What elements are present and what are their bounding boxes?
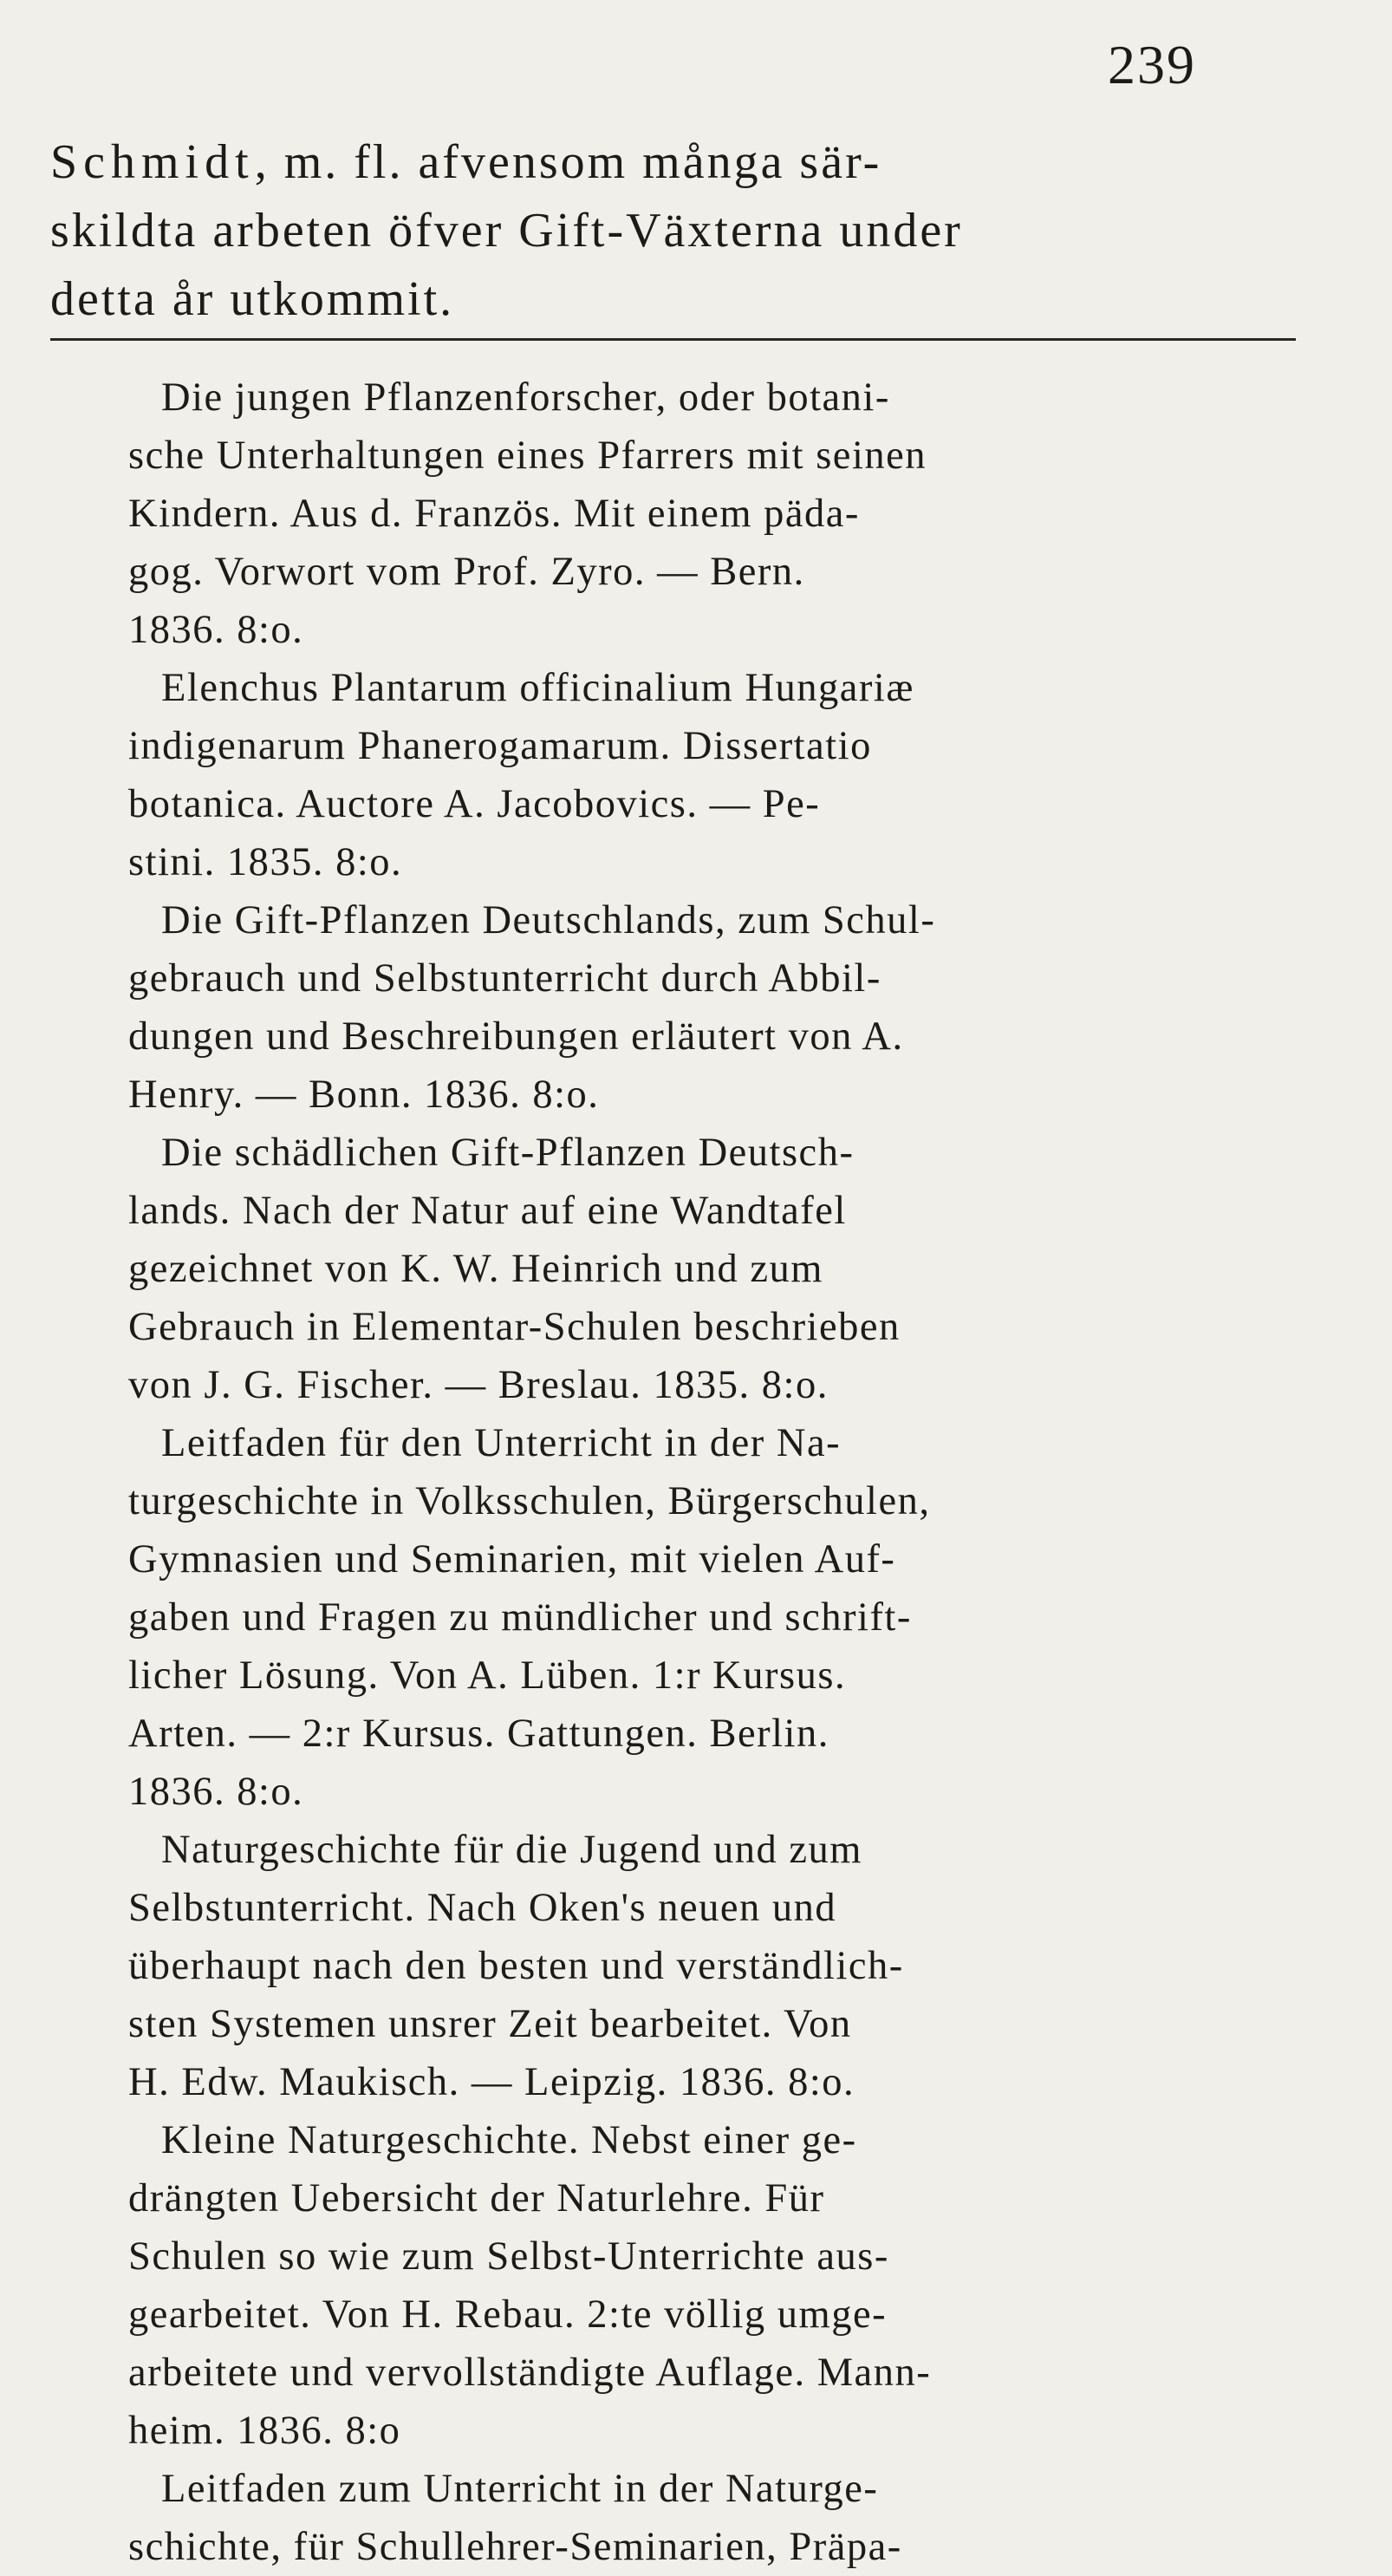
page-number: 239	[1108, 34, 1196, 95]
entry-line: Naturgeschichte für die Jugend und zum	[161, 1828, 862, 1872]
bibliography-entry	[128, 368, 1392, 659]
entry-line: sten Systemen unsrer Zeit bearbeitet. Von	[128, 2002, 852, 2046]
entry-line: Gymnasien und Seminarien, mit vielen Auf-	[128, 1537, 896, 1581]
entry-line: Gebrauch in Elementar-Schulen beschrieben	[128, 1305, 901, 1349]
section-divider	[50, 338, 1296, 341]
entry-line: Leitfaden für den Unterricht in der Na-	[161, 1421, 842, 1465]
entry-line: arbeitete und vervollständigte Auflage. Mann-	[128, 2351, 932, 2395]
intro-line: detta år utkommit.	[50, 272, 455, 326]
entry-line: Elenchus Plantarum officinalium Hungariæ	[161, 666, 914, 710]
author-name: Schmidt	[50, 135, 255, 189]
entry-line: Selbstunterricht. Nach Oken's neuen und	[128, 1886, 837, 1930]
entry-line: licher Lösung. Von A. Lüben. 1:r Kursus.	[128, 1653, 847, 1698]
entry-line: lands. Nach der Natur auf eine Wandtafel	[128, 1189, 847, 1233]
intro-line: skildta arbeten öfver Gift-Växterna under	[50, 204, 963, 258]
entry-line: H. Edw. Maukisch. — Leipzig. 1836. 8:o.	[128, 2060, 855, 2104]
entry-line: Kindern. Aus d. Französ. Mit einem päda-	[128, 492, 860, 536]
entry-line: botanica. Auctore A. Jacobovics. — Pe-	[128, 782, 821, 826]
bibliography-entry	[128, 659, 1392, 891]
entry-line: heim. 1836. 8:o	[128, 2409, 401, 2453]
entry-line: Die jungen Pflanzenforscher, oder botani-	[161, 375, 890, 420]
bibliography-entry	[128, 891, 1392, 1124]
entry-line: gaben und Fragen zu mündlicher und schrift-	[128, 1595, 912, 1640]
entry-line: 1836. 8:o.	[128, 608, 304, 652]
bibliography-entry	[128, 1821, 1392, 2111]
entry-line: drängten Uebersicht der Naturlehre. Für	[128, 2176, 825, 2221]
entry-line: Henry. — Bonn. 1836. 8:o.	[128, 1073, 600, 1117]
entry-line: von J. G. Fischer. — Breslau. 1835. 8:o.	[128, 1363, 829, 1407]
intro-paragraph	[50, 128, 1368, 334]
intro-line	[50, 128, 1368, 197]
entry-line: Schulen so wie zum Selbst-Unterrichte aus-	[128, 2234, 889, 2279]
entry-line: gezeichnet von K. W. Heinrich und zum	[128, 1247, 823, 1291]
bibliography-entry	[128, 2460, 1392, 2576]
entry-line: Kleine Naturgeschichte. Nebst einer ge-	[161, 2118, 857, 2162]
bibliography-entry	[128, 1124, 1392, 1414]
bibliography-entry	[128, 1414, 1392, 1821]
entry-line: Die schädlichen Gift-Pflanzen Deutsch-	[161, 1131, 855, 1175]
entry-line: turgeschichte in Volksschulen, Bürgerschulen,	[128, 1479, 931, 1523]
entry-line: indigenarum Phanerogamarum. Dissertatio	[128, 724, 872, 768]
entry-line: stini. 1835. 8:o.	[128, 840, 403, 884]
entry-line: Arten. — 2:r Kursus. Gattungen. Berlin.	[128, 1712, 829, 1756]
intro-line-text: , m. fl. afvensom många sär-	[254, 135, 882, 189]
entry-line: Leitfaden zum Unterricht in der Naturge-	[161, 2467, 879, 2511]
entry-line: schichte, für Schullehrer-Seminarien, Präpa-	[128, 2525, 902, 2569]
bibliography-entry	[128, 2111, 1392, 2460]
entry-line: dungen und Beschreibungen erläutert von A.	[128, 1014, 904, 1059]
entry-line: gog. Vorwort vom Prof. Zyro. — Bern.	[128, 550, 805, 594]
entry-line: 1836. 8:o.	[128, 1770, 304, 1814]
entry-line: Die Gift-Pflanzen Deutschlands, zum Schul-	[161, 898, 936, 942]
bibliography-list	[128, 368, 1392, 2576]
entry-line: sche Unterhaltungen eines Pfarrers mit seinen	[128, 434, 927, 478]
entry-line: gearbeitet. Von H. Rebau. 2:te völlig umge-	[128, 2292, 888, 2337]
entry-line: gebrauch und Selbstunterricht durch Abbil-	[128, 956, 881, 1001]
entry-line: überhaupt nach den besten und verständlich-	[128, 1944, 904, 1988]
